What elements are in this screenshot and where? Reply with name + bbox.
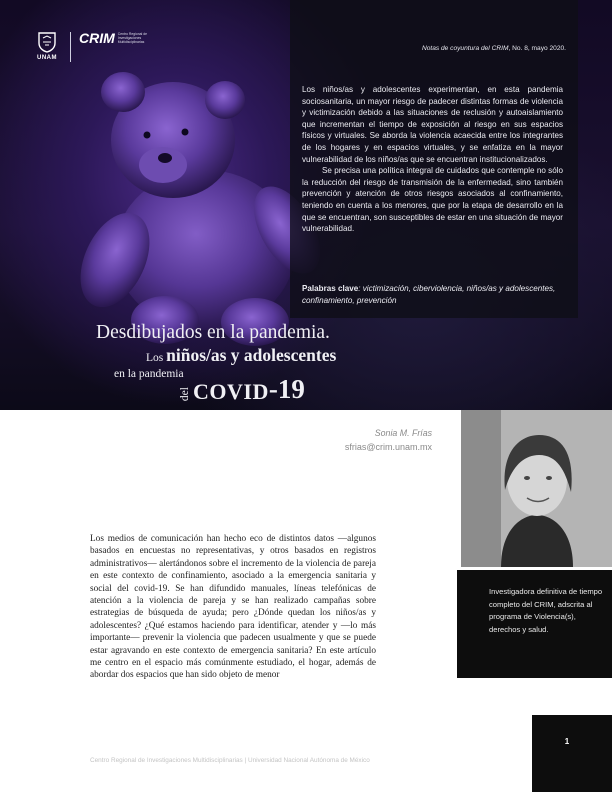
title-line-3: en la pandemia — [114, 368, 184, 380]
series-issue: , No. 8, mayo 2020. — [508, 45, 566, 52]
keywords — [302, 283, 563, 306]
article-body: Los medios de comunicación han hecho eco de distintos datos —algunos basados en encuestas no representativas, y otros basados en registros administrativos— alertándonos sobre el incremento de la violencia de pareja en este contexto de confinamiento, asociado a la emergencia sanitaria y social del covid-19. Se han difundido manuales, líneas telefónicas de atención a la violencia de pareja y se han realizado campañas sobre estrategias de búsqueda de ayuda; pero ¿Dónde quedan los niños/as y adolescentes? ¿Qué estamos haciendo para identificar, atender y —lo más importante— prevenir la violencia que padecen usualmente y que se puede estar agravando en este contexto de emergencia sanitaria? En este artículo me centro en el espacio más comúnmente estudiado, el hogar, además de abordar dos espacios que han sido objeto de menor — [90, 534, 376, 681]
keywords-list: : victimización, ciberviolencia, niños/as y adolescentes, confinamiento, prevención — [302, 284, 556, 305]
author-bio: Investigadora definitiva de tiempo completo del CRIM, adscrita al programa de Violencia(s), derechos y salud. — [489, 587, 603, 634]
footer-institution: Centro Regional de Investigaciones Multidisciplinarias | Universidad Nacional Autónoma de México — [90, 757, 370, 764]
abstract-panel — [290, 0, 578, 318]
author-portrait — [461, 410, 612, 567]
title-line-4 — [180, 374, 305, 405]
keywords-label: Palabras clave — [302, 284, 359, 293]
abstract-text — [302, 84, 563, 235]
title-ninos: niños/as y adolescentes — [166, 345, 337, 365]
title-19: -19 — [268, 374, 305, 404]
unam-label: UNAM — [37, 55, 57, 61]
institution-logos — [32, 30, 152, 62]
title-covid: COVID — [193, 379, 269, 404]
author-name: Sonia M. Frías — [374, 428, 432, 438]
crim-subtitle: Centro Regional de Investigaciones Multidisciplinarias — [117, 31, 147, 45]
author-photo — [461, 410, 612, 567]
page-number: 1 — [564, 737, 570, 746]
series-name: Notas de coyuntura del CRIM — [421, 45, 509, 52]
title-los: Los — [146, 352, 167, 364]
series-info — [422, 45, 566, 52]
title-main: Desdibujados en la pandemia. — [96, 322, 330, 343]
author-bio-box — [457, 570, 612, 678]
crim-logo — [79, 30, 152, 46]
logo-divider — [70, 32, 71, 62]
crim-label: CRIM — [79, 30, 115, 46]
abstract-paragraph-1: Los niños/as y adolescentes experimentan, en esta pandemia sociosanitaria, un mayor riesgo de padecer distintas formas de violencia y victimización debido a las situaciones de reclusión y autoaislamiento que incrementan el tiempo de exposición al riesgo en sus espacios físicos y virtuales. Se aborda la violencia acaecida entre los integrantes de los hogares y en espacios virtuales, y se enfatiza en la mayor vulnerabilidad de los niños/as que se encuentran institucionalizados. — [302, 85, 563, 164]
author-email[interactable]: sfrias@crim.unam.mx — [344, 442, 432, 452]
title-del: del — [179, 386, 191, 401]
page-number-box — [532, 715, 612, 792]
title-line-2 — [146, 345, 336, 366]
abstract-paragraph-2: Se precisa una política integral de cuidados que contemple no sólo la reducción del riesgo de transmisión de la enfermedad, sino también prevención y atención de otros riesgos asociados al confinamiento, teniendo en cuenta a los menores, que por la etapa de desarrollo en la que se encuentran, son susceptibles de estar en una situación de mayor vulnerabilidad. — [302, 166, 563, 234]
unam-crest-icon — [35, 30, 59, 54]
unam-logo — [32, 30, 62, 61]
